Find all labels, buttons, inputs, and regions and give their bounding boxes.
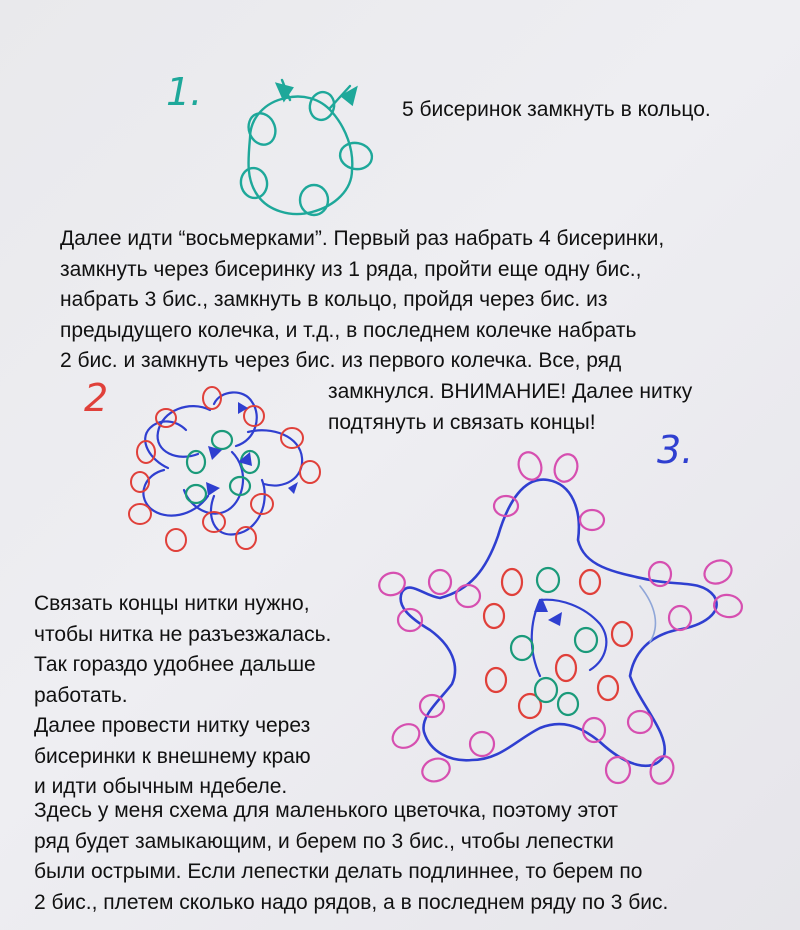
bead (558, 693, 578, 715)
bead (456, 585, 480, 607)
bead (511, 636, 533, 660)
bead (212, 431, 232, 449)
bead (129, 504, 151, 524)
bead (502, 569, 522, 595)
bead (606, 757, 630, 783)
instruction-step-1: 5 бисеринок замкнуть в кольцо. (402, 98, 711, 121)
bead (484, 604, 504, 628)
arrow-icon (206, 482, 220, 496)
bead (300, 461, 320, 483)
text-line: Далее провести нитку через (34, 714, 311, 737)
arrow-icon (342, 88, 356, 104)
text-line: замкнулся. ВНИМАНИЕ! Далее нитку (328, 380, 693, 403)
bead (429, 570, 451, 594)
text-line: 2 бис. и замкнуть через бис. из первого колечка. Все, ряд (60, 349, 622, 372)
bead (186, 485, 206, 503)
diagram-step-3 (376, 449, 744, 787)
bead (398, 609, 422, 631)
step-1-label: 1. (166, 70, 203, 114)
bead (537, 568, 559, 592)
bead (419, 755, 453, 785)
diagram-step-1 (239, 80, 374, 215)
text-line: были острыми. Если лепестки делать подлиннее, то берем по (34, 860, 643, 883)
bead (556, 655, 576, 681)
bead (575, 628, 597, 652)
text-line: Так гораздо удобнее дальше (34, 653, 316, 676)
text-line: Связать концы нитки нужно, (34, 592, 310, 615)
bead (244, 406, 264, 426)
text-line: чтобы нитка не разъезжалась. (34, 622, 332, 646)
arrow-icon (288, 482, 298, 494)
bead (701, 556, 736, 588)
bead (628, 711, 652, 733)
diagram-step-2 (129, 387, 320, 551)
arrow-icon (238, 402, 248, 414)
text-line: и идти обычным ндебеле. (34, 775, 288, 798)
bead (338, 140, 374, 171)
text-line: подтянуть и связать концы! (328, 410, 596, 434)
text-line: предыдущего колечка, и т.д., в последнем колечке набрать (60, 318, 637, 342)
step-3-label: 3. (657, 428, 694, 472)
thread-loop (184, 452, 243, 514)
bead (166, 529, 186, 551)
arrow-icon (548, 612, 562, 626)
text-line: Здесь у меня схема для маленького цветочка, поэтому этот (34, 799, 618, 822)
bead (580, 570, 600, 594)
bead (580, 510, 604, 530)
bead (281, 428, 303, 448)
text-line: 2 бис., плетем сколько надо рядов, а в последнем ряду по 3 бис. (34, 890, 669, 914)
thread-loop (158, 406, 210, 457)
bead (376, 569, 408, 599)
bead (551, 451, 581, 485)
bead (612, 622, 632, 646)
bead (515, 449, 545, 483)
bead (486, 668, 506, 692)
bead (669, 606, 691, 630)
bead (388, 719, 423, 752)
bead (239, 166, 270, 200)
text-line: ряд будет замыкающим, и берем по 3 бис., чтобы лепестки (34, 829, 614, 853)
bead (535, 678, 557, 702)
thread-loop (248, 430, 302, 485)
step-2-label: 2 (84, 376, 109, 420)
text-line: бисеринки к внешнему краю (34, 744, 311, 768)
bead (598, 676, 618, 700)
text-line: набрать 3 бис., замкнуть в кольцо, пройдя через бис. из (60, 288, 608, 311)
text-line: замкнуть через бисеринку из 1 ряда, пройти еще одну бис., (60, 257, 642, 281)
bead (470, 732, 494, 756)
text-line: работать. (34, 683, 128, 707)
text-line: Далее идти “восьмерками”. Первый раз набрать 4 бисеринки, (60, 227, 665, 250)
thread-edge (640, 586, 655, 642)
